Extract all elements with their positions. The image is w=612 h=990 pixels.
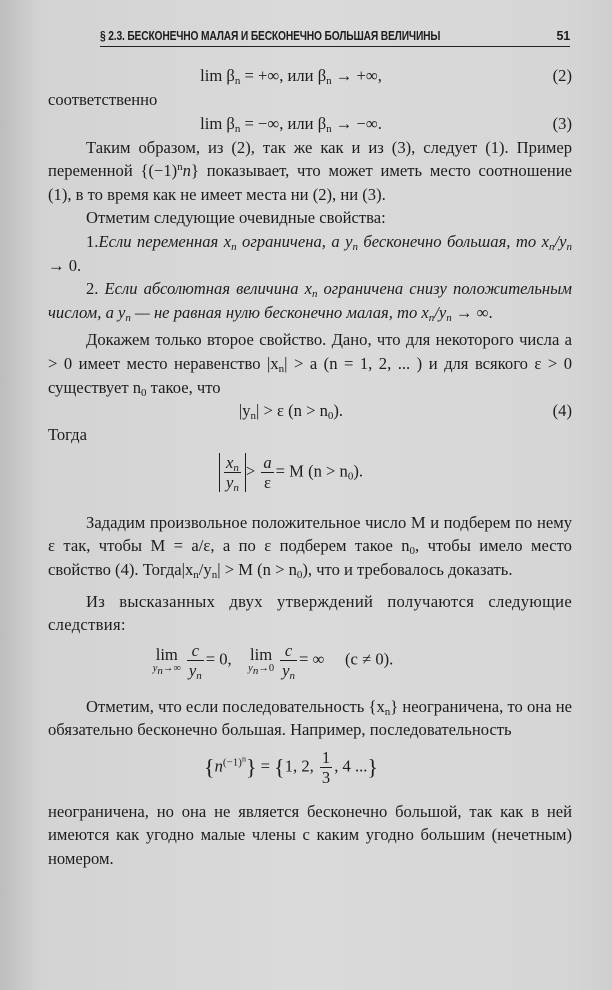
section-title: § 2.3. БЕСКОНЕЧНО МАЛАЯ И БЕСКОНЕЧНО БОЛЬШАЯ ВЕЛИЧИНЫ	[100, 29, 441, 43]
equation-number: (4)	[552, 401, 572, 421]
page-content	[48, 64, 572, 871]
equation-4: $|y_n| > \varepsilon$ $(n > n_0)$. (4)	[238, 401, 572, 423]
equation-number: (3)	[552, 113, 572, 133]
text-respectively: соответственно	[48, 90, 158, 109]
equation-5: $\frac{x_n}{y_n}$ > $\frac{a}{\varepsilon}$ = M $(n > n_0)$.	[48, 449, 572, 505]
page-number: 51	[556, 29, 570, 43]
paragraph: Зададим произвольное положительное число M и подберем по нему ε так, чтобы M = a/ε, а по ε подберем такое $n_0$, чтобы имело место свойство (4). $Тогда|x_n/y_n| > M$ $(n > n_0)$, что и требовалось доказать.	[48, 512, 572, 581]
paragraph: Отметим, что если последовательность $\{x_n\}$ неограничена, то она не обязательно бесконечно большая. Например, последовательность	[48, 696, 572, 740]
paragraph: Отметим следующие очевидные свойства:	[86, 208, 386, 228]
paragraph: неограничена, но она не является бесконечно большой, так как в ней имеются как угодно малые члены с каким угодно большим (нечетным) номером.	[48, 801, 572, 869]
equation-2: $\lim \beta_n$ = +∞, или $\beta_n$ → +∞, (2)	[200, 66, 572, 87]
running-header	[100, 26, 570, 47]
equation-7: $\{n^{(-1)n}\} = \{1$, 2, $\frac{1}{3}$ , 4 ...}	[204, 747, 378, 787]
equation-number: (2)	[552, 66, 572, 85]
equation-3: $\lim \beta_n$ = −∞, или $\beta_n$ → −∞. (3)	[200, 113, 572, 135]
paragraph: Таким образом, из (2), так же как и из (3), следует (1). Пример переменной $\{(-1)^nn\}$ показывает, что может иметь место соотношение (1), в то время как не имеет места ни (2), ни (3).	[48, 137, 572, 204]
text-then: Тогда	[48, 425, 87, 445]
paragraph: Докажем только второе свойство. Дано, что для некоторого числа a > 0 имеет место неравенство $|x_n| > a$ (n = 1, 2, ... ) и для всякого ε > 0 существует $n_0$ такое, что	[48, 330, 573, 399]
equation-6: lim $y_n\to\infty$ $\frac{c}{y_n}$ = 0, lim $y_n\to 0$ $\frac{c}{y_n}$ = ∞ (c ≠ 0).	[152, 640, 394, 682]
paragraph: Из высказанных двух утверждений получаются следующие следствия:	[48, 591, 572, 635]
property-2: 2. Если абсолютная величина $x_n$ ограничена снизу положительным числом, а $y_n$ — не равная нулю бесконечно малая, то $x_n/y_n$ → ∞.	[48, 279, 572, 324]
property-1: 1.Если переменная $x_n$ ограничена, а $y_n$ бесконечно большая, то $x_n/y_n \to 0$.	[48, 231, 572, 275]
